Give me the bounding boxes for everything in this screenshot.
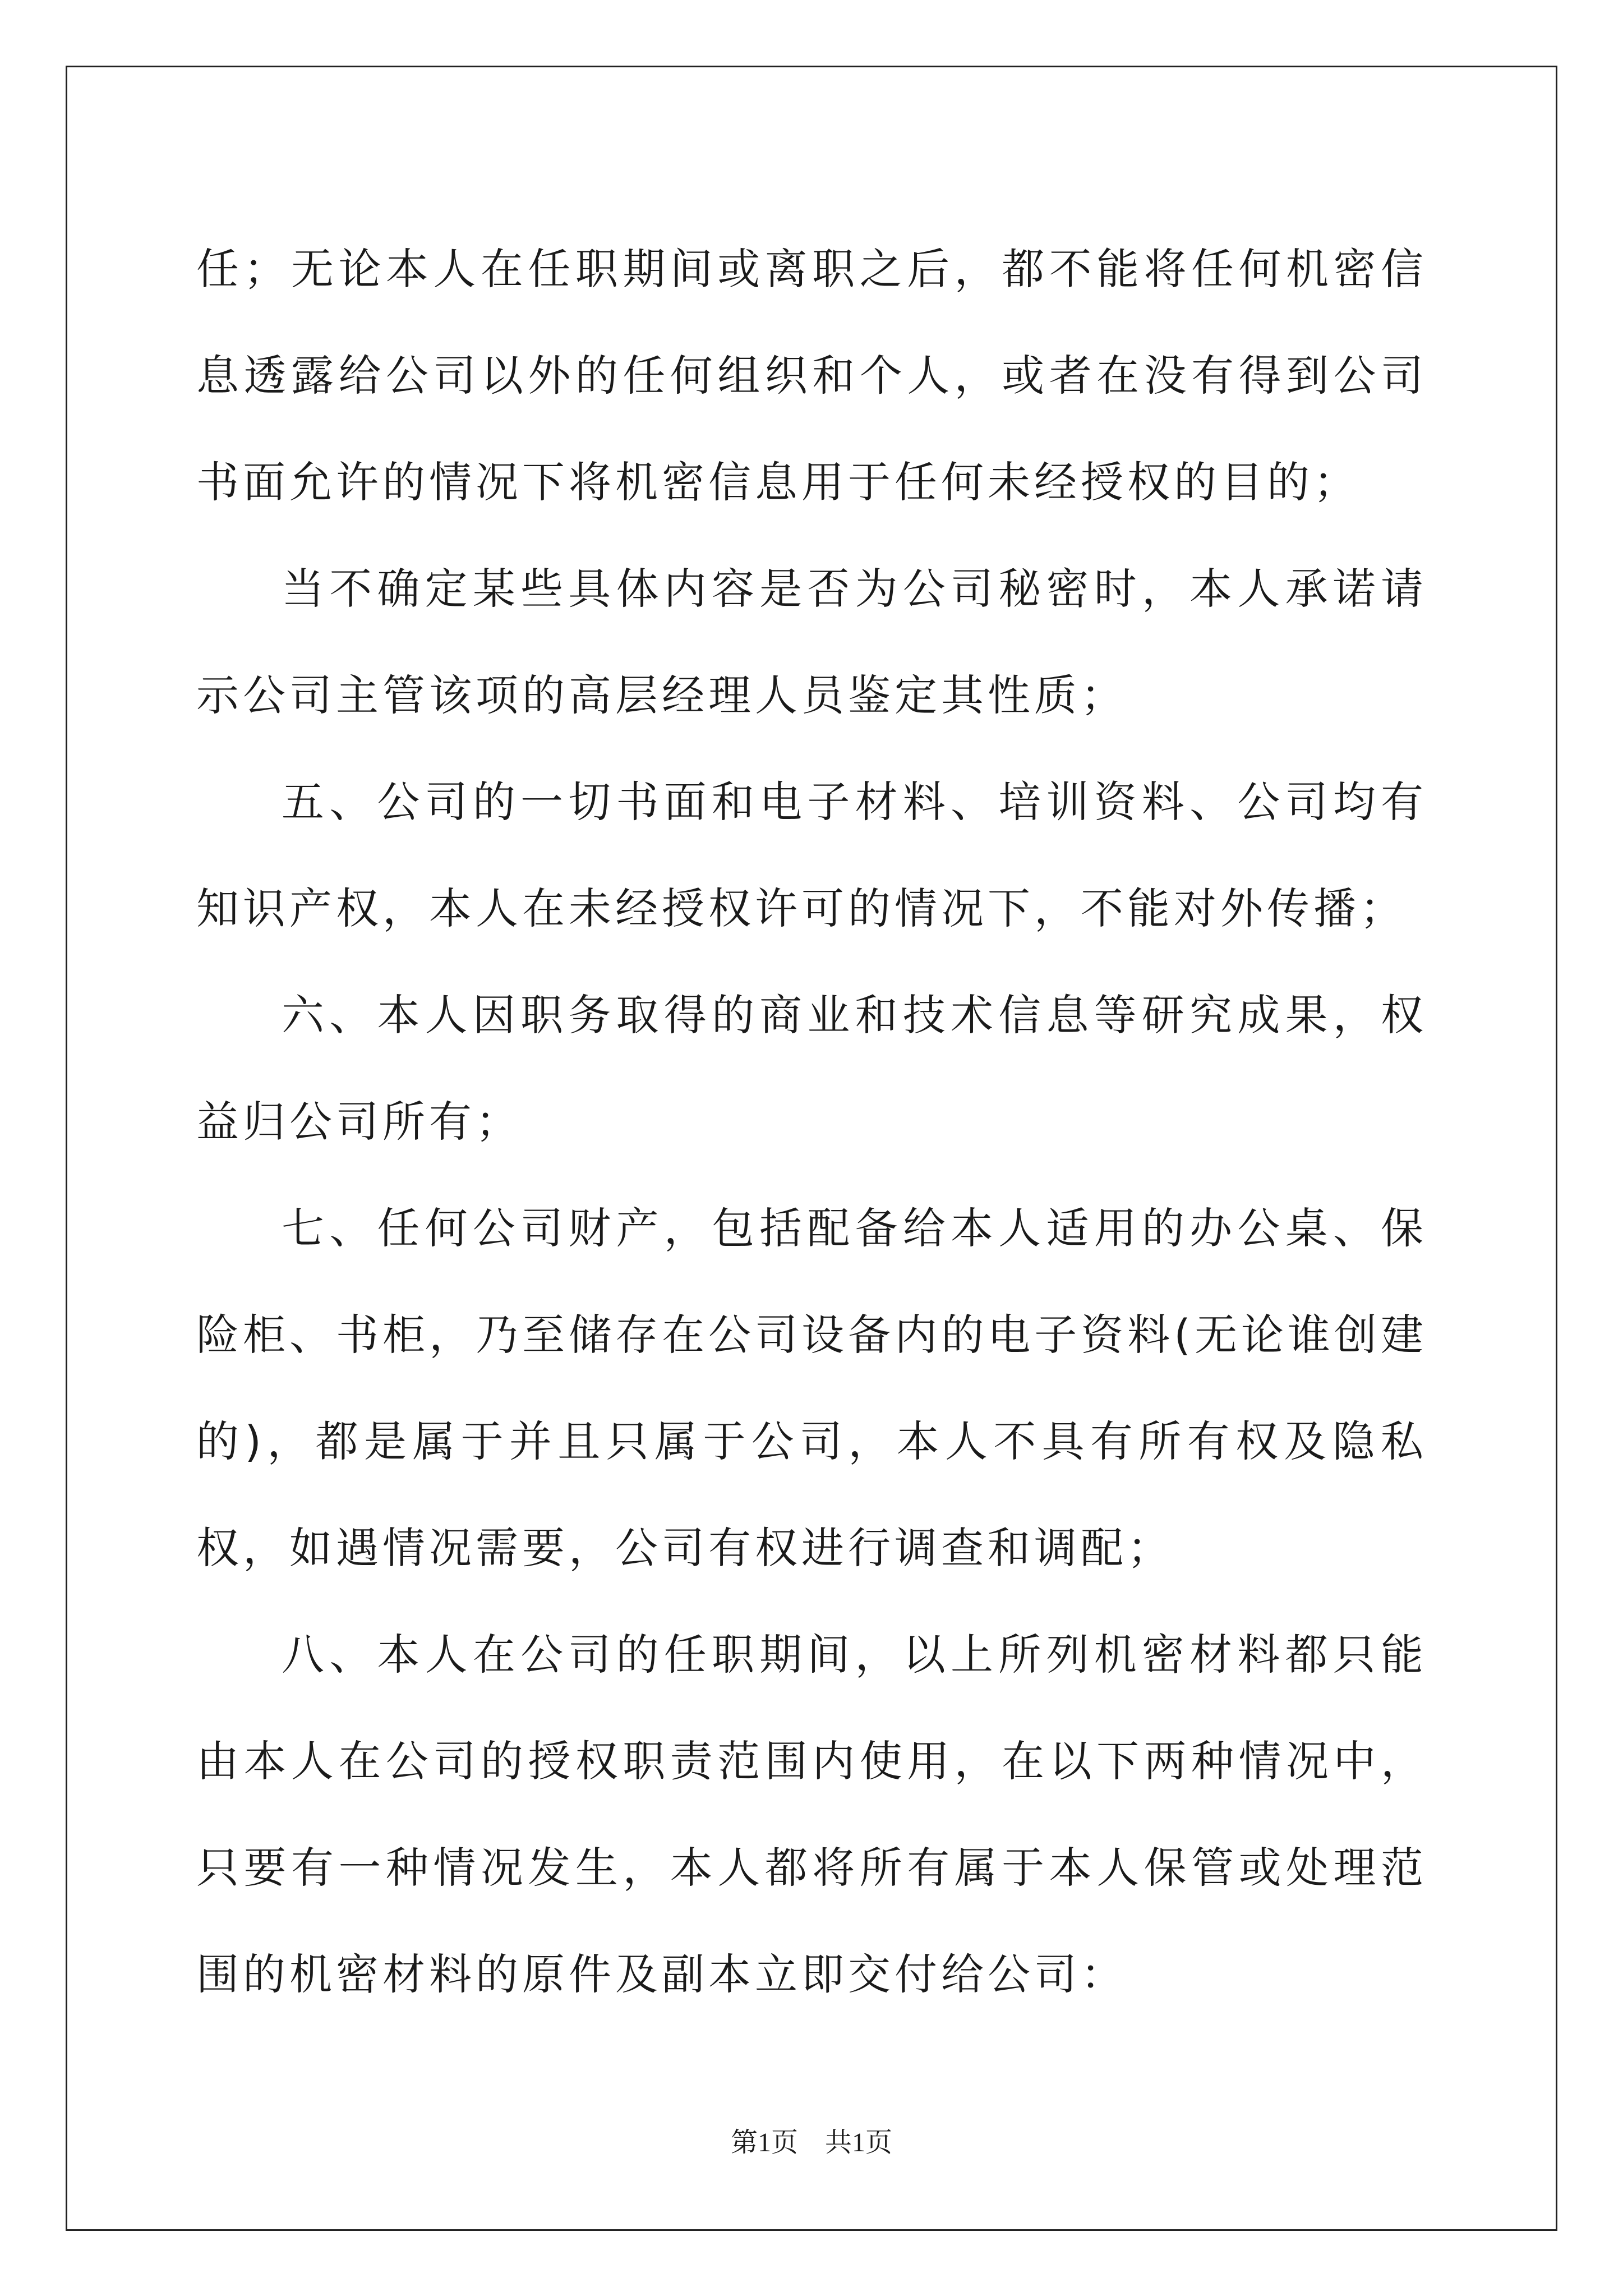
paragraph-2: 当不确定某些具体内容是否为公司秘密时，本人承诺请示公司主管该项的高层经理人员鉴定其性质； (196, 564, 1427, 720)
paragraph-3: 五、公司的一切书面和电子材料、培训资料、公司均有知识产权，本人在未经授权许可的情况下，不能对外传播； (196, 777, 1427, 933)
page-number-footer: 第1页 共1页 (730, 2128, 892, 2157)
document-body (196, 216, 1427, 2028)
paragraph-5: 七、任何公司财产，包括配备给本人适用的办公桌、保险柜、书柜，乃至储存在公司设备内的电子资料(无论谁创建的)，都是属于并且只属于公司，本人不具有所有权及隐私权，如遇情况需要，公司有权进行调查和调配； (196, 1203, 1427, 1573)
paragraph-6: 八、本人在公司的任职期间，以上所列机密材料都只能由本人在公司的授权职责范围内使用，在以下两种情况中，只要有一种情况发生，本人都将所有属于本人保管或处理范围的机密材料的原件及副本立即交付给公司： (196, 1630, 1427, 1999)
paragraph-4: 六、本人因职务取得的商业和技术信息等研究成果，权益归公司所有； (196, 990, 1427, 1147)
paragraph-1: 任；无论本人在任职期间或离职之后，都不能将任何机密信息透露给公司以外的任何组织和个人，或者在没有得到公司书面允许的情况下将机密信息用于任何未经授权的目的； (196, 244, 1427, 507)
